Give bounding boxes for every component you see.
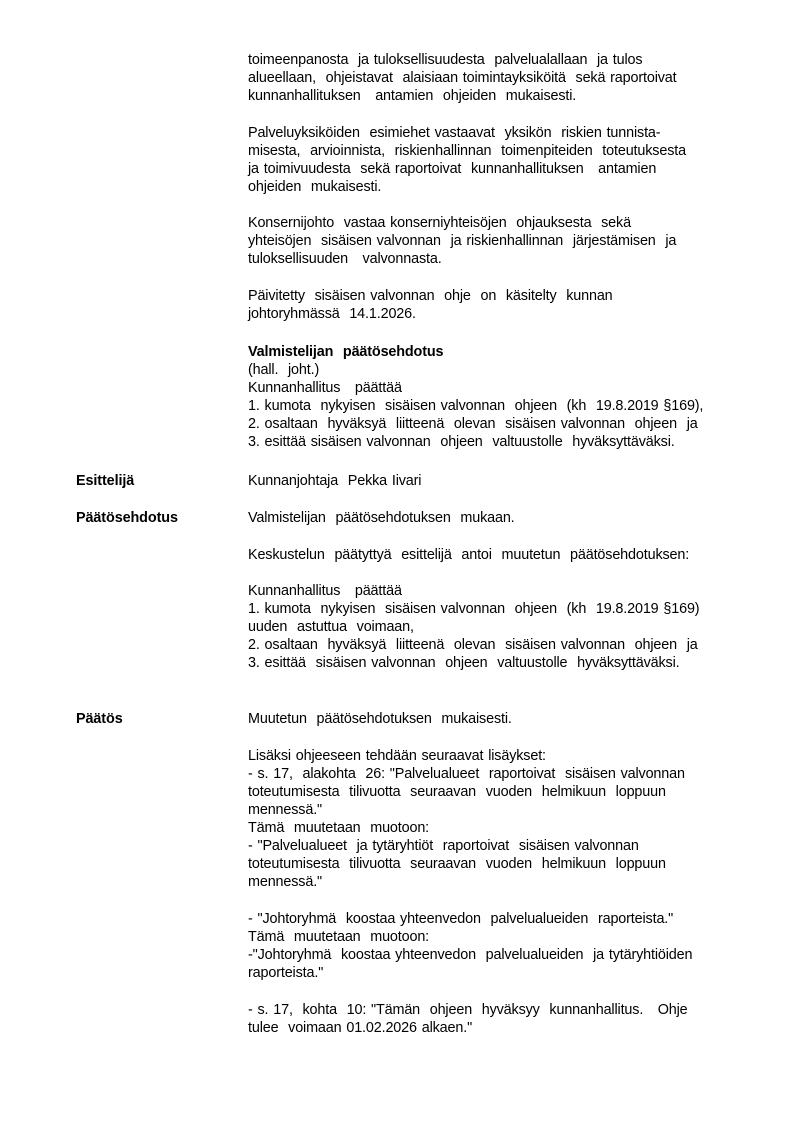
preparer-proposal-line: 3. esittää sisäisen valvonnan ohjeen valtuustolle hyväksyttäväksi. [248, 434, 675, 450]
intro-p2-line3: ja toimivuudesta sekä raportoivat kunnanhallituksen antamien [248, 161, 657, 177]
decision-line1: Muutetun päätösehdotuksen mukaisesti. [248, 711, 512, 727]
decision-amendment-line: tulee voimaan 01.02.2026 alkaen." [248, 1020, 473, 1036]
intro-p4-line1: Päivitetty sisäisen valvonnan ohje on käsitelty kunnan [248, 288, 613, 304]
decision-amendment-line: - "Palvelualueet ja tytäryhtiöt raportoivat sisäisen valvonnan [248, 838, 639, 854]
decision-amendment-line: Lisäksi ohjeeseen tehdään seuraavat lisäykset: [248, 748, 546, 764]
decision-label: Päätös [76, 711, 123, 727]
decision-amendment-line: mennessä." [248, 802, 323, 818]
decision-proposal-item: 2. osaltaan hyväksyä liitteenä olevan sisäisen valvonnan ohjeen ja [248, 637, 698, 653]
intro-p1-line1: toimeenpanosta ja tuloksellisuudesta palvelualallaan ja tulos [248, 52, 643, 68]
intro-p1-line2: alueellaan, ohjeistavat alaisiaan toimintayksiköitä sekä raportoivat [248, 70, 677, 86]
decision-proposal-item: 3. esittää sisäisen valvonnan ohjeen valtuustolle hyväksyttäväksi. [248, 655, 680, 671]
decision-amendment-line: Tämä muutetaan muotoon: [248, 820, 430, 836]
intro-p3-line3: tuloksellisuuden valvonnasta. [248, 251, 442, 267]
decision-amendment-line: toteutumisesta tilivuotta seuraavan vuoden helmikuun loppuun [248, 784, 666, 800]
preparer-proposal-line: 1. kumota nykyisen sisäisen valvonnan ohjeen (kh 19.8.2019 §169), [248, 398, 704, 414]
decision-proposal-item: uuden astuttua voimaan, [248, 619, 414, 635]
decision-amendment-line: mennessä." [248, 874, 323, 890]
intro-p2-line1: Palveluyksiköiden esimiehet vastaavat yksikön riskien tunnista- [248, 125, 661, 141]
decision-amendment-line: Tämä muutetaan muotoon: [248, 929, 430, 945]
presenter-label: Esittelijä [76, 473, 135, 489]
decision-proposal-item: Kunnanhallitus päättää [248, 583, 402, 599]
intro-p2-line2: misesta, arvioinnista, riskienhallinnan toimenpiteiden toteutuksesta [248, 143, 686, 159]
decision-amendment-line: - "Johtoryhmä koostaa yhteenvedon palvelualueiden raporteista." [248, 911, 674, 927]
decision-proposal-line2: Keskustelun päätyttyä esittelijä antoi muutetun päätösehdotuksen: [248, 547, 690, 563]
preparer-proposal-heading: Valmistelijan päätösehdotus [248, 344, 444, 360]
intro-p2-line4: ohjeiden mukaisesti. [248, 179, 382, 195]
decision-proposal-item: 1. kumota nykyisen sisäisen valvonnan ohjeen (kh 19.8.2019 §169) [248, 601, 700, 617]
presenter-value: Kunnanjohtaja Pekka Iivari [248, 473, 422, 489]
intro-p1-line3: kunnanhallituksen antamien ohjeiden mukaisesti. [248, 88, 577, 104]
intro-p4-line2: johtoryhmässä 14.1.2026. [248, 306, 416, 322]
preparer-proposal-line: Kunnanhallitus päättää [248, 380, 402, 396]
decision-amendment-line: - s. 17, kohta 10: "Tämän ohjeen hyväksyy kunnanhallitus. Ohje [248, 1002, 688, 1018]
decision-amendment-line: -"Johtoryhmä koostaa yhteenvedon palvelualueiden ja tytäryhtiöiden [248, 947, 693, 963]
preparer-proposal-line: 2. osaltaan hyväksyä liitteenä olevan sisäisen valvonnan ohjeen ja [248, 416, 698, 432]
decision-proposal-line1: Valmistelijan päätösehdotuksen mukaan. [248, 510, 515, 526]
decision-amendment-line: - s. 17, alakohta 26: "Palvelualueet raportoivat sisäisen valvonnan [248, 766, 685, 782]
intro-p3-line2: yhteisöjen sisäisen valvonnan ja riskienhallinnan järjestämisen ja [248, 233, 677, 249]
decision-amendment-line: toteutumisesta tilivuotta seuraavan vuoden helmikuun loppuun [248, 856, 666, 872]
decision-proposal-label: Päätösehdotus [76, 510, 178, 526]
decision-amendment-line: raporteista." [248, 965, 324, 981]
preparer-proposal-line: (hall. joht.) [248, 362, 320, 378]
intro-p3-line1: Konsernijohto vastaa konserniyhteisöjen ohjauksesta sekä [248, 215, 631, 231]
